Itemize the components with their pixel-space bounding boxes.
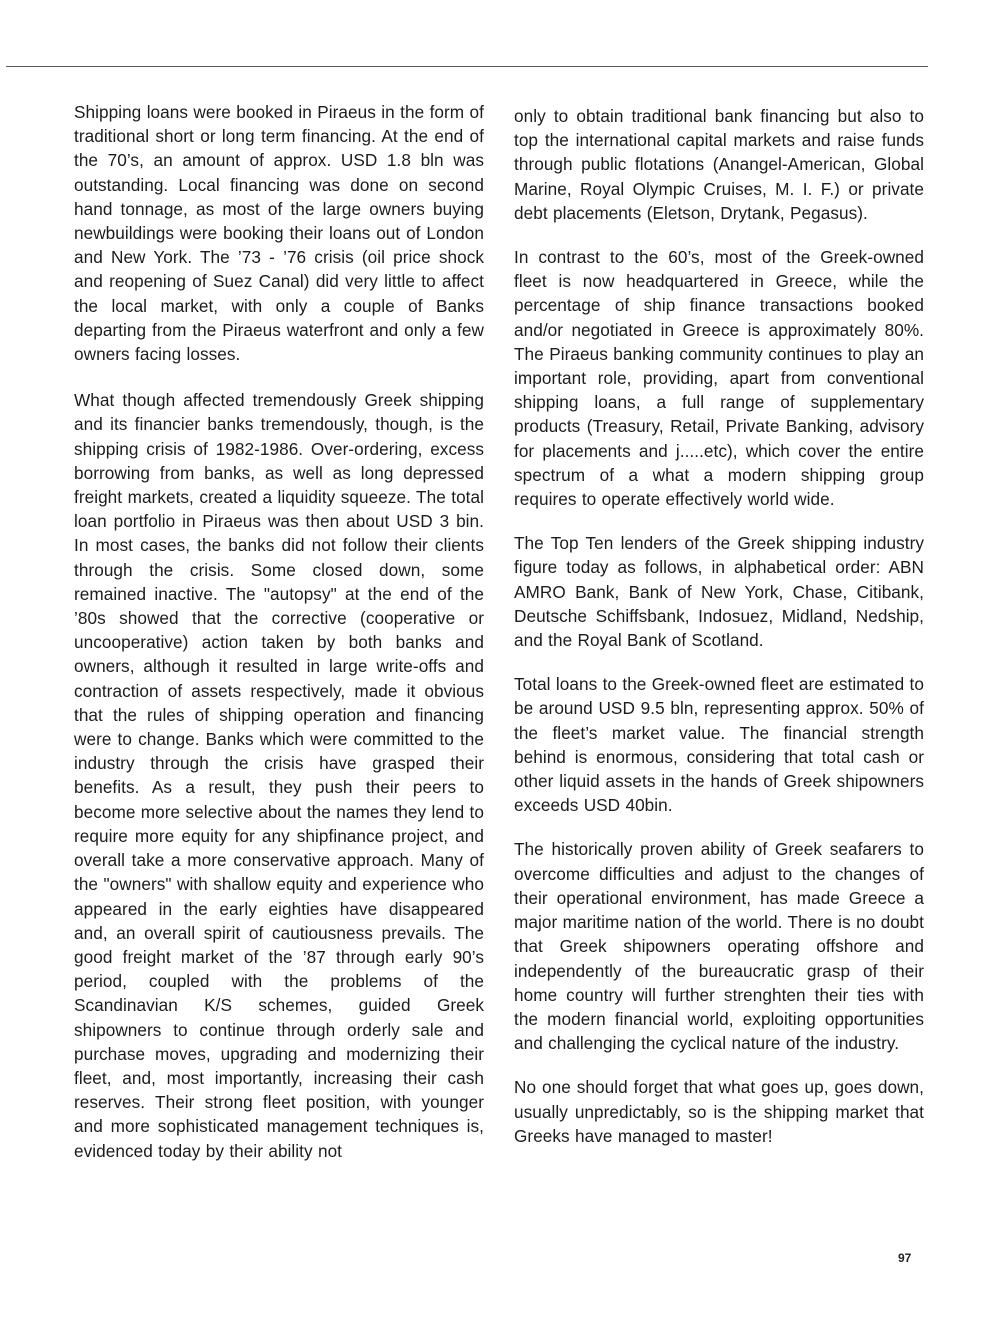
paragraph-right-1: only to obtain traditional bank financing but also to top the international capital markets and raise funds through public flotations (Anangel-American, Global Marine, Royal Olympic Cruises, M. I. F.) or private debt placements (Eletson, Drytank, Pegasus). <box>514 106 924 223</box>
paragraph-right-2: In contrast to the 60’s, most of the Greek-owned fleet is now headquartered in Greece, while the percentage of ship finance transactions booked and/or negotiated in Greece is approximately 80%. The Piraeus banking community continues to play an important role, providing, apart from conventional shipping loans, a full range of supplementary products (Treasury, Retail, Private Banking, advisory for placements and j.....etc), which cover the entire spectrum of a what a modern shipping group requires to operate effectively world wide. <box>514 247 924 510</box>
left-column <box>74 100 484 1163</box>
paragraph-right-5: The historically proven ability of Greek seafarers to overcome difficulties and adjust to the changes of their operational environment, has made Greece a major maritime nation of the world. There is no doubt that Greek shipowners operating offshore and independently of the bureaucratic grasp of their home country will further strenghten their ties with the modern financial world, exploiting opportunities and challenging the cyclical nature of the industry. <box>514 839 924 1054</box>
paragraph-right-6: No one should forget that what goes up, goes down, usually unpredictably, so is the shipping market that Greeks have managed to master! <box>514 1077 924 1146</box>
paragraph-left-2: What though affected tremendously Greek shipping and its financier banks tremendously, though, is the shipping crisis of 1982-1986. Over-ordering, excess borrowing from banks, as well as long depressed freight markets, created a liquidity squeeze. The total loan portfolio in Piraeus was then about USD 3 bin. In most cases, the banks did not follow their clients through the crisis. Some closed down, some remained inactive. The "autopsy" at the end of the ’80s showed that the corrective (cooperative or uncooperative) action taken by both banks and owners, although it resulted in large write-offs and contraction of assets respectively, made it obvious that the rules of shipping operation and financing were to change. Banks which were committed to the industry through the crisis have grasped their benefits. As a result, they push their peers to become more selective about the names they lend to require more equity for any shipfinance project, and overall take a more conservative approach. Many of the "owners" with shallow equity and experience who appeared in the early eighties have disappeared and, an overall spirit of cautiousness prevails. The good freight market of the ’87 through early 90’s period, coupled with the problems of the Scandinavian K/S schemes, guided Greek shipowners to continue through orderly sale and purchase moves, upgrading and modernizing their fleet, and, most importantly, increasing their cash reserves. Their strong fleet position, with younger and more sophisticated management techniques is, evidenced today by their ability not <box>74 390 484 1161</box>
page-number: 97 <box>898 1251 912 1265</box>
header-rule <box>6 66 928 67</box>
paragraph-left-1: Shipping loans were booked in Piraeus in the form of traditional short or long term financing. At the end of the 70’s, an amount of approx. USD 1.8 bln was outstanding. Local financing was done on second hand tonnage, as most of the large owners buying newbuildings were booking their loans out of London and New York. The ’73 - ’76 crisis (oil price shock and reopening of Suez Canal) did very little to affect the local market, with only a couple of Banks departing from the Piraeus waterfront and only a few owners facing losses. <box>74 102 484 365</box>
right-column <box>514 100 924 1148</box>
paragraph-right-4: Total loans to the Greek-owned fleet are estimated to be around USD 9.5 bln, representing approx. 50% of the fleet’s market value. The financial strength behind is enormous, considering that total cash or other liquid assets in the hands of Greek shipowners exceeds USD 40bin. <box>514 674 924 816</box>
paragraph-right-3: The Top Ten lenders of the Greek shipping industry figure today as follows, in alphabetical order: ABN AMRO Bank, Bank of New York, Chase, Citibank, Deutsche Schiffsbank, Indosuez, Midland, Nedship, and the Royal Bank of Scotland. <box>514 533 924 651</box>
